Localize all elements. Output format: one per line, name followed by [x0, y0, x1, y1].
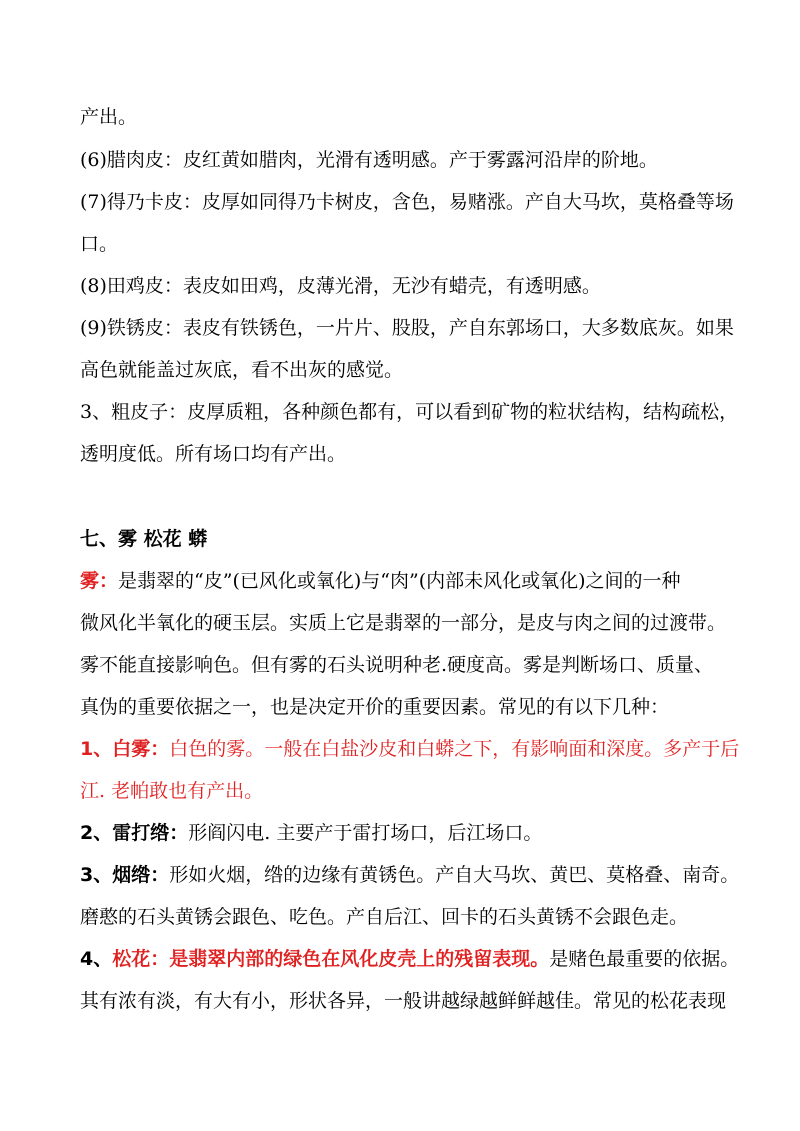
item1-line2: 江. 老帕敢也有产出。 — [80, 780, 264, 802]
item3-text: 形如火烟，绺的边缘有黄锈色。产自大马坎、黄巴、莫格叠、南奇。 — [169, 864, 740, 886]
intro-line3: 雾不能直接影响色。但有雾的石头说明种老.硬度高。雾是判断场口、质量、 — [80, 654, 714, 676]
section-heading: 七、雾 松花 蟒 — [80, 528, 208, 550]
item4-text: 是赌色最重要的依据。 — [549, 948, 740, 970]
item2-line — [80, 820, 542, 846]
item1-text: 白色的雾。一般在白盐沙皮和白蟒之下，有影响面和深度。多产于后 — [169, 738, 740, 760]
item4-label: 松花： — [112, 948, 170, 970]
item4-definition: 是翡翠内部的绿色在风化皮壳上的残留表现。 — [169, 948, 550, 970]
item4-number: 4、 — [80, 948, 113, 970]
intro-text: 是翡翠的“皮”(已风化或氧化)与“肉”(内部未风化或氧化)之间的一种 — [118, 570, 681, 592]
paragraph-9-line1: (9)铁锈皮：表皮有铁锈色，一片片、股股，产自东郭场口，大多数底灰。如果 — [80, 317, 734, 339]
paragraph-7-line1: (7)得乃卡皮：皮厚如同得乃卡树皮，含色，易赌涨。产自大马坎，莫格叠等场 — [80, 191, 734, 213]
item1-label: 1、白雾： — [80, 738, 170, 760]
item3-line2: 磨憨的石头黄锈会跟色、吃色。产自后江、回卡的石头黄锈不会跟色走。 — [80, 906, 689, 928]
text-line: 产出。 — [80, 106, 138, 128]
intro-label: 雾： — [80, 570, 119, 592]
paragraph-9-line2: 高色就能盖过灰底，看不出灰的感觉。 — [80, 359, 404, 381]
paragraph-3-line1: 3、粗皮子：皮厚质粗，各种颜色都有，可以看到矿物的粒状结构，结构疏松， — [80, 401, 739, 423]
item1-line1 — [80, 736, 739, 762]
item4-line1 — [80, 946, 739, 972]
paragraph-3-line2: 透明度低。所有场口均有产出。 — [80, 443, 347, 465]
item2-text: 形阎闪电. 主要产于雷打场口，后江场口。 — [188, 822, 543, 844]
intro-line1 — [80, 568, 681, 594]
item2-label: 2、雷打绺： — [80, 822, 189, 844]
item3-line1 — [80, 862, 739, 888]
item3-label: 3、烟绺： — [80, 864, 170, 886]
intro-line2: 微风化半氧化的硬玉层。实质上它是翡翠的一部分，是皮与肉之间的过渡带。 — [80, 612, 727, 634]
paragraph-6: (6)腊肉皮：皮红黄如腊肉，光滑有透明感。产于雾露河沿岸的阶地。 — [80, 149, 658, 171]
paragraph-7-line2: 口。 — [80, 233, 119, 255]
item4-line2: 其有浓有淡，有大有小，形状各异，一般讲越绿越鲜鲜越佳。常见的松花表现 — [80, 990, 727, 1012]
paragraph-8: (8)田鸡皮：表皮如田鸡，皮薄光滑，无沙有蜡壳，有透明感。 — [80, 275, 601, 297]
intro-line4: 真伪的重要依据之一，也是决定开价的重要因素。常见的有以下几种： — [80, 696, 670, 718]
